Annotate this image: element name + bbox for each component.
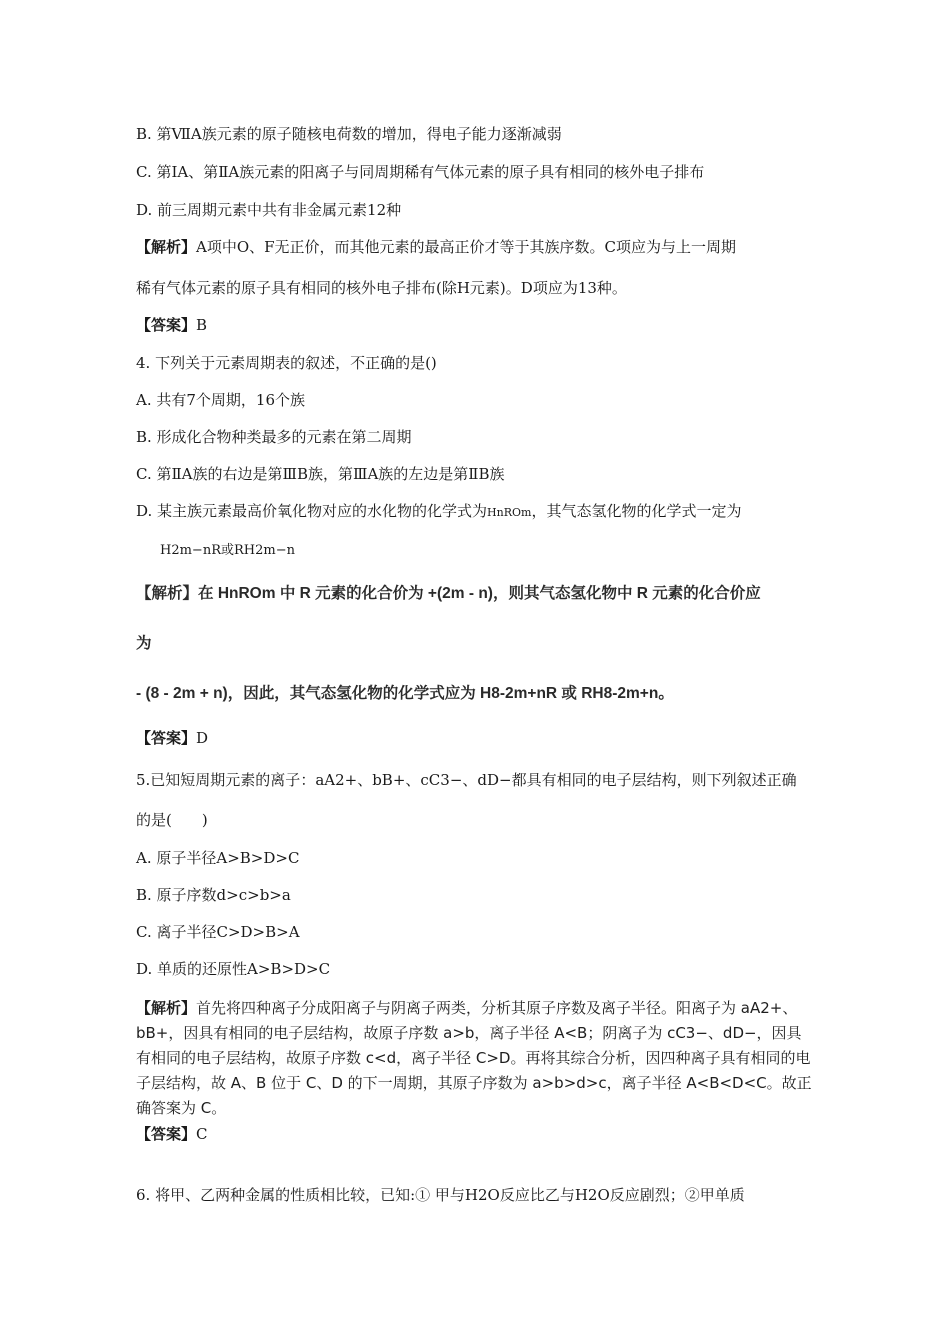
- analysis-label: 【解析】: [136, 238, 197, 256]
- q5-option-d: D. 单质的还原性A>B>D>C: [136, 960, 331, 978]
- q5-analysis: [136, 996, 816, 1121]
- q4-option-b: B. 形成化合物种类最多的元素在第二周期: [136, 428, 412, 446]
- answer-value: B: [196, 316, 208, 334]
- analysis-text: 在 HnROm 中 R 元素的化合价为 +(2m - n)，则其气态氢化物中 R 元素的化合价应: [198, 585, 761, 602]
- q4-analysis-line-3: - (8 - 2m + n)，因此，其气态氢化物的化学式应为 H8-2m+nR 或 RH8-2m+n。: [136, 685, 674, 702]
- q4-option-a: A. 共有7个周期，16个族: [136, 391, 305, 409]
- q4-option-d-post: ，其气态氢化物的化学式一定为: [531, 502, 742, 520]
- q3-answer: [136, 315, 207, 335]
- q4-answer: [136, 728, 208, 748]
- q5-answer: [136, 1124, 208, 1144]
- q3-analysis-line-1: [136, 237, 736, 257]
- answer-label: 【答案】: [136, 316, 197, 334]
- q4-analysis-line-1: [136, 583, 761, 604]
- q5-stem-line-1: 5.已知短周期元素的离子：aA2+、bB+、cC3−、dD−都具有相同的电子层结构，则下列叙述正确: [136, 771, 797, 789]
- q4-analysis-line-2: 为: [136, 635, 152, 652]
- analysis-text: 首先将四种离子分成阳离子与阴离子两类，分析其原子序数及离子半径。阳离子为 aA2+、bB+，因具有相同的电子层结构，故原子序数 a>b，离子半径 A<B；阴离子为 cC3−、dD−，因具有相同的电子层结构，故原子序数 c<d，离子半径 C>D。再将其综合分析，因四种离子具有相同的电子层结构，故 A、B 位于 C、D 的下一周期，其原子序数为 a>b>d>c，离子半径 A<B<D<C。故正确答案为 C。: [136, 999, 812, 1117]
- formula-hnrom: HnROm: [487, 506, 532, 519]
- q5-option-b: B. 原子序数d>c>b>a: [136, 886, 291, 904]
- q4-option-d-pre: D. 某主族元素最高价氧化物对应的水化物的化学式为: [136, 502, 488, 520]
- q5-option-a: A. 原子半径A>B>D>C: [136, 849, 300, 867]
- q3-option-b: B. 第ⅦA族元素的原子随核电荷数的增加，得电子能力逐渐减弱: [136, 125, 562, 143]
- q3-option-c: C. 第ⅠA、第ⅡA族元素的阳离子与同周期稀有气体元素的原子具有相同的核外电子排布: [136, 163, 705, 181]
- analysis-text: A项中O、F无正价，而其他元素的最高正价才等于其族序数。C项应为与上一周期: [196, 238, 737, 256]
- q4-option-d: [136, 501, 741, 523]
- answer-value: D: [196, 729, 209, 747]
- answer-label: 【答案】: [136, 1125, 197, 1143]
- q4-option-c: C. 第ⅡA族的右边是第ⅢB族，第ⅢA族的左边是第ⅡB族: [136, 465, 505, 483]
- answer-value: C: [196, 1125, 208, 1143]
- q3-analysis-line-2: 稀有气体元素的原子具有相同的核外电子排布(除H元素)。D项应为13种。: [136, 279, 627, 297]
- q5-option-c: C. 离子半径C>D>B>A: [136, 923, 300, 941]
- q5-stem-line-2: 的是( ): [136, 811, 208, 829]
- analysis-label: 【解析】: [136, 999, 197, 1017]
- answer-label: 【答案】: [136, 729, 197, 747]
- q6-stem: 6. 将甲、乙两种金属的性质相比较，已知:① 甲与H2O反应比乙与H2O反应剧烈；②甲单质: [136, 1186, 745, 1204]
- analysis-label: 【解析】: [136, 585, 199, 602]
- q3-option-d: D. 前三周期元素中共有非金属元素12种: [136, 201, 402, 219]
- q4-option-d-line-2: H2m−nR或RH2m−n: [160, 543, 295, 558]
- q4-stem: 4. 下列关于元素周期表的叙述，不正确的是(): [136, 354, 437, 372]
